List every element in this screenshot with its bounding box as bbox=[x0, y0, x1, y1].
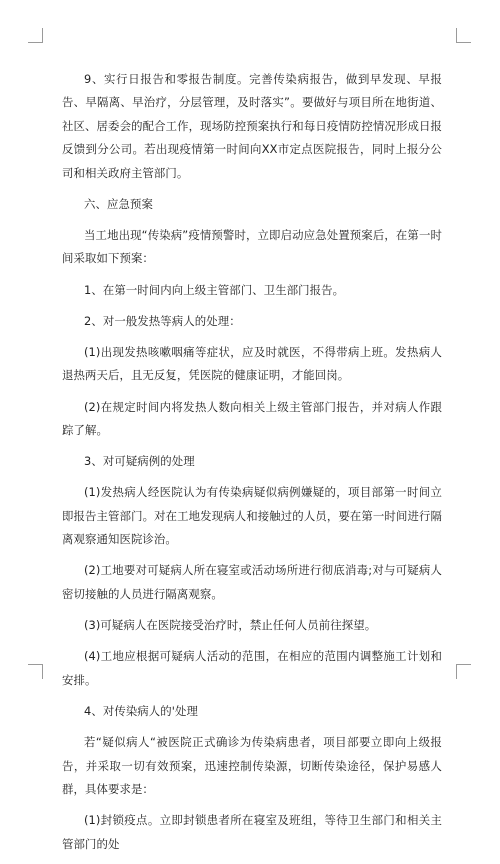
crop-mark-bottom-left bbox=[28, 664, 43, 679]
crop-mark-top-right bbox=[456, 28, 471, 43]
paragraph-suspected-3: (3)可疑病人在医院接受治疗时，禁止任何人员前往探望。 bbox=[84, 618, 377, 633]
list-item-report-first: 1、在第一时间内向上级主管部门、卫生部门报告。 bbox=[84, 282, 345, 297]
paragraph-fever-2: (2)在规定时间内将发热人数向相关上级主管部门报告，并对病人作跟踪了解。 bbox=[62, 399, 442, 438]
paragraph-suspected-2: (2)工地要对可疑病人所在寝室或活动场所进行彻底消毒;对与可疑病人密切接触的人员进行隔离观察。 bbox=[62, 563, 442, 601]
paragraph-daily-report: 9、实行日报告和零报告制度。完善传染病报告，做到早发现、早报告、早隔离、早治疗，分层管理，及时落实”。要做好与项目所在地街道、社区、居委会的配合工作，现场防控预案执行和每日疫情防控情况形成日报反馈到分公司。若出现疫情第一时间向XX市定点医院报告，同时上报分公司和相关政府主管部门。 bbox=[62, 72, 442, 180]
subheading-suspected-cases: 3、对可疑病例的处理 bbox=[84, 454, 195, 469]
document-body bbox=[62, 68, 442, 864]
paragraph-suspected-1: (1)发热病人经医院认为有传染病疑似病例嫌疑的，项目部第一时间立即报告主管部门。对在工地发现病人和接触过的人员，要在第一时间进行隔离观察通知医院诊治。 bbox=[62, 485, 442, 547]
crop-mark-top-left bbox=[28, 28, 43, 43]
paragraph-seal-outbreak: (1)封锁疫点。立即封锁患者所在寝室及班组，等待卫生部门和相关主管部门的处 bbox=[62, 813, 442, 851]
paragraph-suspected-4: (4)工地应根据可疑病人活动的范围，在相应的范围内调整施工计划和安排。 bbox=[62, 649, 442, 687]
section-heading-emergency-plan: 六、应急预案 bbox=[84, 196, 153, 211]
paragraph-fever-1: (1)出现发热咳嗽咽痛等症状，应及时就医，不得带病上班。发热病人退热两天后，且无反复，凭医院的健康证明，才能回岗。 bbox=[62, 345, 442, 383]
crop-mark-bottom-right bbox=[456, 664, 471, 679]
paragraph-plan-intro: 当工地出现“传染病”疫情预警时，立即启动应急处置预案后，在第一时间采取如下预案： bbox=[62, 228, 442, 266]
paragraph-confirmed-case: 若“疑似病人“被医院正式确诊为传染病患者，项目部要立即向上级报告，并采取一切有效预案，迅速控制传染源，切断传染途径，保护易感人群，具体要求是： bbox=[62, 735, 442, 796]
subheading-fever-handling: 2、对一般发热等病人的处理： bbox=[84, 313, 241, 328]
subheading-infectious-patients: 4、对传染病人的'处理 bbox=[84, 703, 198, 718]
